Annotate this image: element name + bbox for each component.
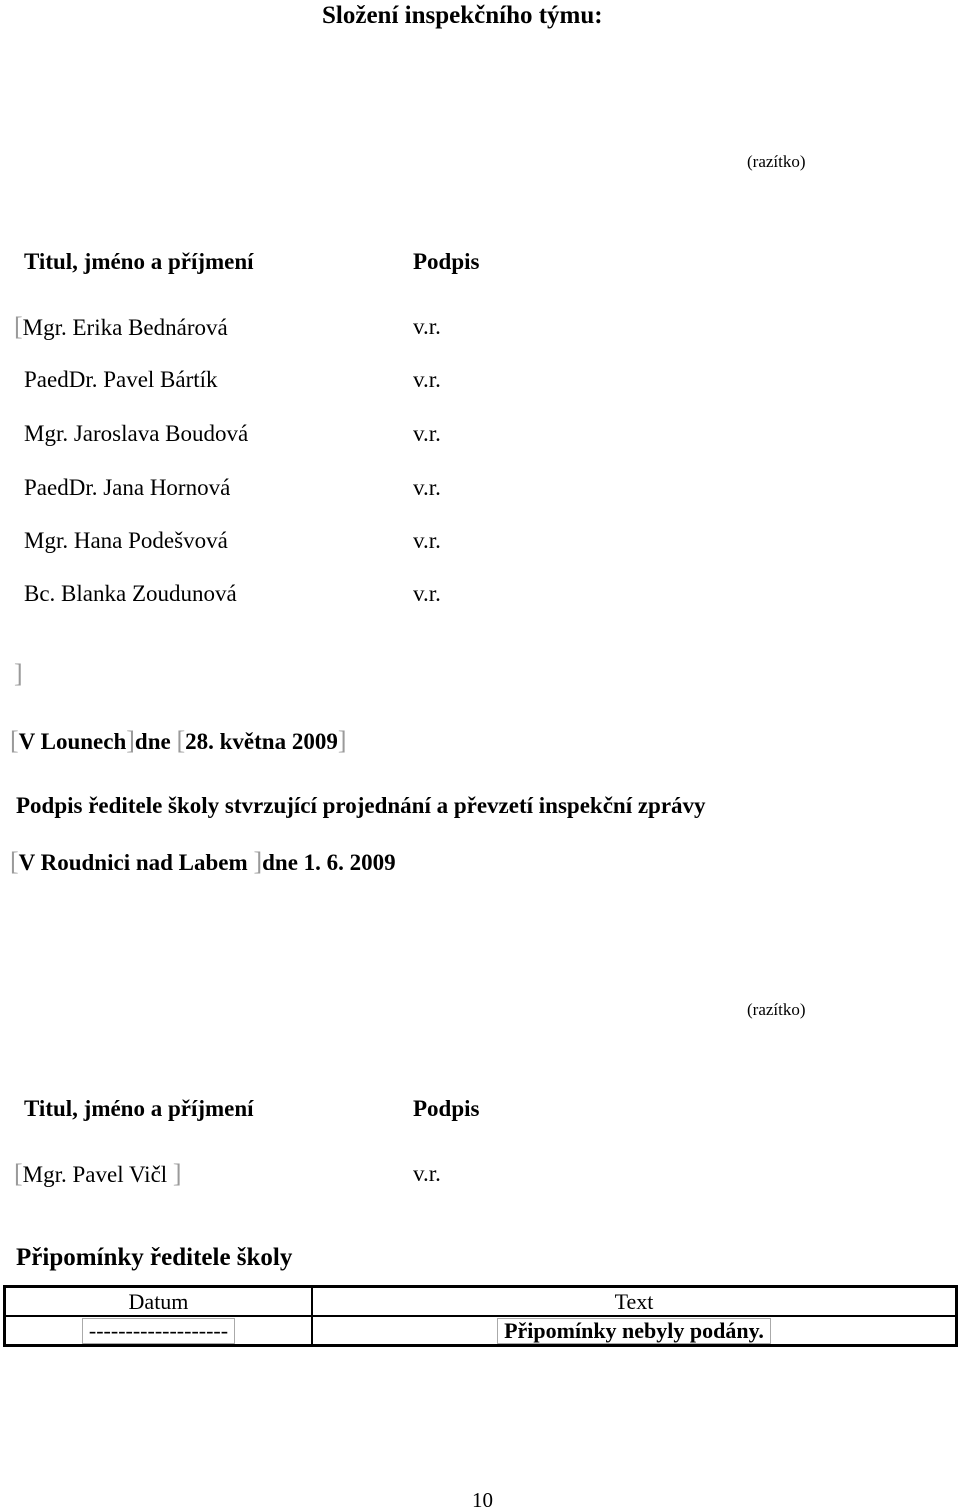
member-name: PaedDr. Jana Hornová xyxy=(24,475,231,500)
page-title: Složení inspekčního týmu: xyxy=(322,2,603,29)
member-signature: v.r. xyxy=(413,528,441,553)
director-stamp-label: (razítko) xyxy=(747,1000,806,1019)
director-name: Mgr. Pavel Vičl xyxy=(22,1162,168,1187)
field-bracket-close: ] xyxy=(14,659,23,688)
place-date-line: [V Lounech]dne [28. května 2009] xyxy=(10,726,347,755)
member-name: Bc. Blanka Zoudunová xyxy=(24,581,237,606)
director-row: [Mgr. Pavel Vičl ] xyxy=(14,1159,182,1188)
member-row xyxy=(14,313,228,342)
member-signature: v.r. xyxy=(413,367,441,392)
director-place-date-line: [V Roudnici nad Labem ]dne 1. 6. 2009 xyxy=(10,847,396,876)
director-statement: Podpis ředitele školy stvrzující projednání a převzetí inspekční zprávy xyxy=(16,793,706,818)
table-row xyxy=(5,1316,957,1346)
director-place-label: V Roudnici nad Labem xyxy=(18,850,248,875)
member-signature: v.r. xyxy=(413,475,441,500)
member-name: Mgr. Hana Podešvová xyxy=(24,528,228,553)
row-text-value: Připomínky nebyly podány. xyxy=(497,1318,771,1344)
member-name: Mgr. Erika Bednárová xyxy=(22,315,228,340)
director-header-name: Titul, jméno a příjmení xyxy=(24,1096,254,1121)
member-signature: v.r. xyxy=(413,581,441,606)
row-date-cell xyxy=(5,1316,313,1346)
member-signature: v.r. xyxy=(413,314,441,339)
director-date: dne 1. 6. 2009 xyxy=(262,850,396,875)
member-signature: v.r. xyxy=(413,421,441,446)
date-prefix: dne xyxy=(134,729,171,754)
header-signature: Podpis xyxy=(413,249,480,274)
header-name: Titul, jméno a příjmení xyxy=(24,249,254,274)
table-header-row xyxy=(5,1287,957,1317)
director-signature: v.r. xyxy=(413,1161,441,1186)
director-header-signature: Podpis xyxy=(413,1096,480,1121)
member-name: PaedDr. Pavel Bártík xyxy=(24,367,218,392)
date-value: 28. května 2009 xyxy=(185,729,338,754)
row-date-value: ------------------- xyxy=(82,1318,235,1344)
field-bracket-open: [ xyxy=(14,312,23,341)
place-label: V Lounech xyxy=(18,729,127,754)
comments-title: Připomínky ředitele školy xyxy=(16,1244,293,1271)
comments-table xyxy=(3,1285,958,1347)
member-name: Mgr. Jaroslava Boudová xyxy=(24,421,249,446)
stamp-label: (razítko) xyxy=(747,152,806,171)
column-header-text: Text xyxy=(312,1287,957,1317)
page-number: 10 xyxy=(472,1488,493,1512)
column-header-date: Datum xyxy=(5,1287,313,1317)
row-text-cell xyxy=(312,1316,957,1346)
